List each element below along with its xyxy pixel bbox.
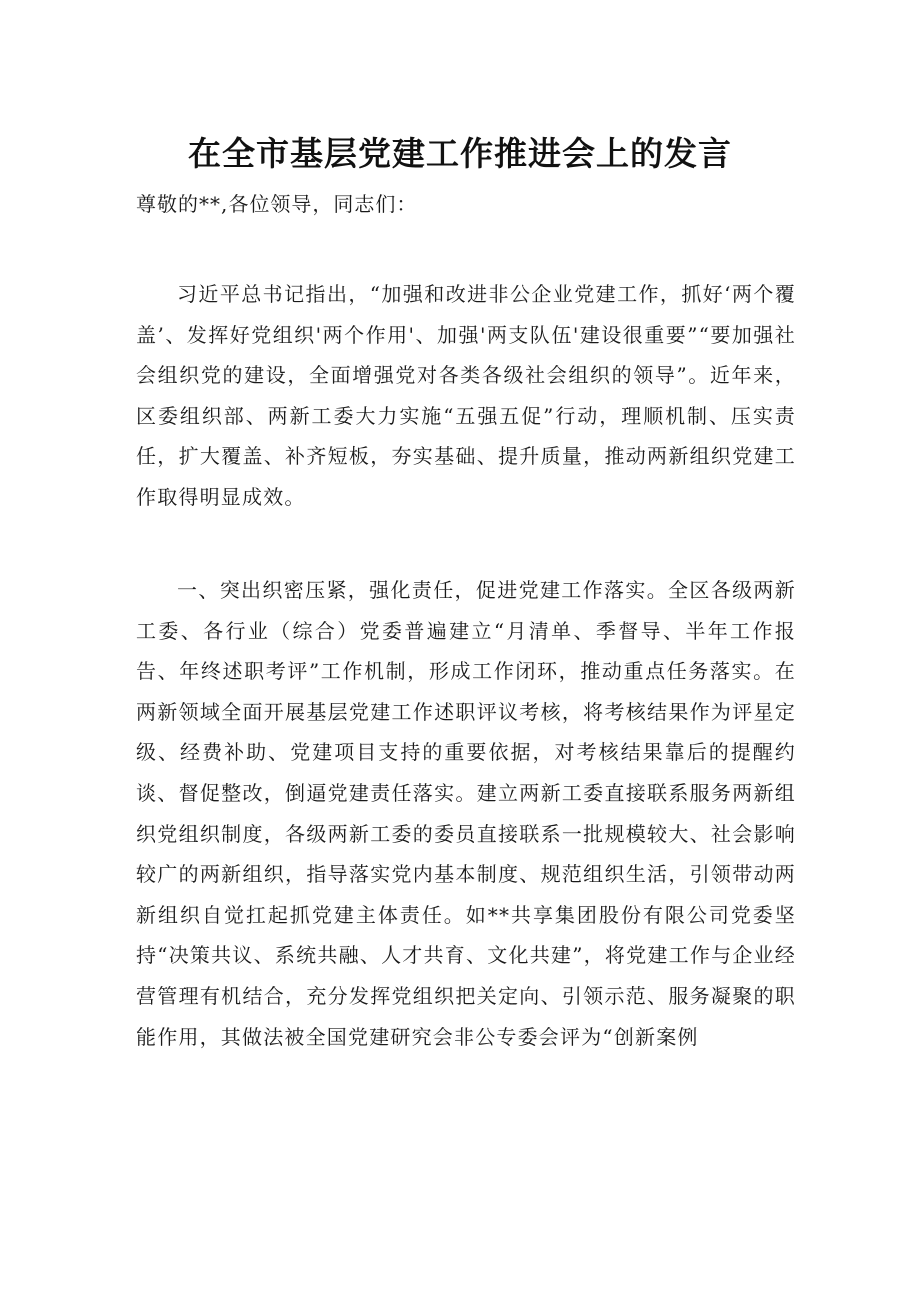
document-title: 在全市基层党建工作推进会上的发言 [188, 134, 732, 173]
salutation: 尊敬的**,各位领导，同志们： [136, 192, 418, 216]
paragraph-intro: 习近平总书记指出，“加强和改进非公企业党建工作，抓好‘两个覆盖’、发挥好党组织'两个作用'、加强'两支队伍'建设很重要”“要加强社会组织党的建设，全面增强党对各类各级社会组织的领导”。近年来，区委组织部、两新工委大力实施“五强五促”行动，理顺机制、压实责任，扩大覆盖、补齐短板，夯实基础、提升质量，推动两新组织党建工作取得明显成效。 [136, 282, 796, 509]
paragraph-section-one: 一、突出织密压紧，强化责任，促进党建工作落实。全区各级两新工委、各行业（综合）党委普遍建立“月清单、季督导、半年工作报告、年终述职考评”工作机制，形成工作闭环，推动重点任务落实。在两新领域全面开展基层党建工作述职评议考核，将考核结果作为评星定级、经费补助、党建项目支持的重要依据，对考核结果靠后的提醒约谈、督促整改，倒逼党建责任落实。建立两新工委直接联系服务两新组织党组织制度，各级两新工委的委员直接联系一批规模较大、社会影响较广的两新组织，指导落实党内基本制度、规范组织生活，引领带动两新组织自觉扛起抓党建主体责任。如**共享集团股份有限公司党委坚持“决策共议、系统共融、人才共育、文化共建”，将党建工作与企业经营管理有机结合，充分发挥党组织把关定向、引领示范、服务凝聚的职能作用，其做法被全国党建研究会非公专委会评为“创新案例 [136, 578, 796, 1049]
